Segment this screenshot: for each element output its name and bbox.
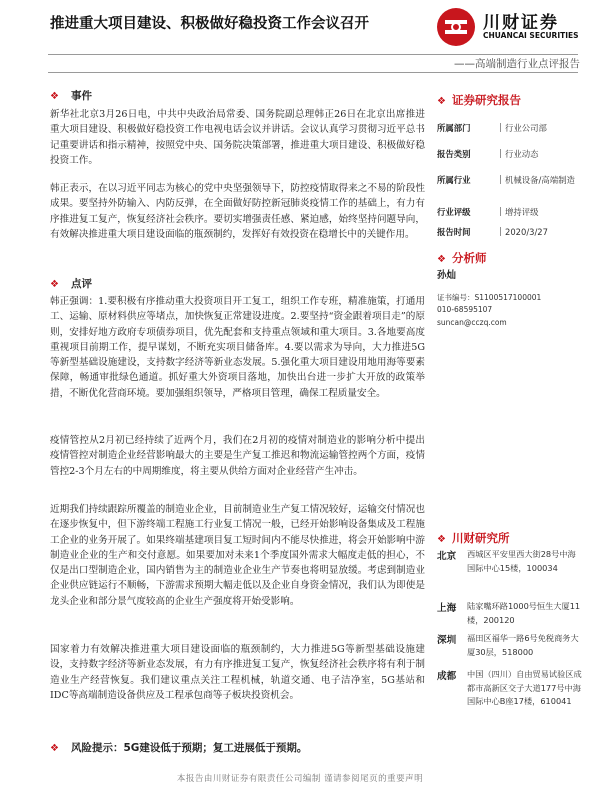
report-subtitle: ——高端制造行业点评报告 bbox=[454, 58, 580, 70]
comment-paragraph-3: 近期我们持续跟踪所覆盖的制造业企业，目前制造业生产复工情况较好，运输交付情况也在逐步恢复中，但下游终端工程施工行业复工情况一般，已经开始影响设备集成及工程施工企业的业务开展了。如果终端基建项目复工短时间内不能尽快推进，将会开始影响中游制造业企业的生产和交付意愿。如果要加对未来1个季度国外需求大幅度走低的担心，不仅是出口型制造企业，国内销售为主的制造业企业生产节奏也将明显放缓。考虑到制造业企业供应链运行不顺畅，下游需求预期大幅走低以及企业自身资金情况，我们认为即使是龙头企业和部分景气度较高的企业生产强度将开始受影响。 bbox=[50, 504, 425, 607]
diamond-bullet-icon: ❖ bbox=[437, 96, 446, 107]
info-row-date: 报告时间 | 2020/3/27 bbox=[437, 226, 548, 237]
comment-paragraph-4: 国家着力有效解决推进重大项目建设面临的瓶颈制约，大力推进5G等新型基础设施建设，支持数字经济等新业态发展，有力有序推进复工复产，恢复经济社会秩序将有利于制造业生产经营恢复。我们建议重点关注工程机械，轨道交通、电子洁净室，5G基站和IDC等高端制造设备供应及工程承包商等子板块投资机会。 bbox=[50, 644, 425, 701]
risk-label: 风险提示： bbox=[70, 742, 124, 754]
header-divider-top bbox=[48, 54, 578, 55]
event-heading: ❖ 事件 bbox=[50, 90, 92, 102]
comment-paragraph-2: 疫情管控从2月初已经持续了近两个月，我们在2月初的疫情对制造业的影响分析中提出疫情管控对制造企业经营影响最大的主要是生产复工推迟和物流运输管控两个方面，疫情管控2-3个月左右的中周期维度，将主要从供给方面对企业经营产生冲击。 bbox=[50, 435, 425, 477]
analyst-cert: 证书编号：S1100517100001 bbox=[437, 293, 542, 302]
institute-heading: ❖ 川财研究所 bbox=[437, 531, 510, 545]
analyst-phone: 010-68595107 bbox=[437, 305, 493, 314]
page-footer: 本报告由川财证券有限责任公司编制 谨请参阅尾页的重要声明 bbox=[176, 774, 424, 784]
diamond-bullet-icon: ❖ bbox=[50, 279, 59, 290]
diamond-bullet-icon: ❖ bbox=[437, 534, 446, 545]
event-paragraph-2: 韩正表示，在以习近平同志为核心的党中央坚强领导下，防控疫情取得来之不易的阶段性成果。要坚持外防输入、内防反弹，在全面做好防控新冠肺炎疫情工作的基础上，有力有序推进复工复产，恢复经济社会秩序。要切实增强责任感、紧迫感，始终坚持问题导向，有效解决推进重大项目建设面临的瓶颈制约，发挥好有效投资在稳增长中的关键作用。 bbox=[50, 183, 425, 240]
report-title: 推进重大项目建设、积极做好稳投资工作会议召开 bbox=[50, 16, 369, 32]
diamond-bullet-icon: ❖ bbox=[50, 743, 59, 754]
logo-icon bbox=[437, 8, 475, 46]
event-paragraph-1: 新华社北京3月26日电，中共中央政治局常委、国务院副总理韩正26日在北京出席推进重大项目建设、积极做好稳投资工作电视电话会议并讲话。会议认真学习贯彻习近平总书记重要讲话和指示精神，按照党中央、国务院决策部署，推进重大项目建设、积极做好稳投资工作。 bbox=[50, 109, 425, 166]
comment-paragraph-1: 韩正强调：1.要积极有序推动重大投资项目开工复工，组织工作专班，精准施策，打通用工、运输、原材料供应等堵点，加快恢复正常建设进度。2.要坚持“资金跟着项目走”的原则，安排好地方政府专项债券项目，优先配套和支持重点领域和重大项目。3.各地要高度重视项目前期工作，提早谋划，不断充实项目储备库。4.要以需求为导向，大力推进5G等新型基础设施建设，支持数字经济等新业态发展。5.强化重大项目建设用地用海等要素保障，畅通审批绿色通道。抓好重大外资项目落地，加快出台进一步扩大开放的政策举措，不断优化营商环境。要加强组织领导，严格项目管理，确保工程质量安全。 bbox=[50, 296, 425, 399]
logo-chinese-name: 川财证券 bbox=[483, 13, 559, 33]
analyst-heading: ❖ 分析师 bbox=[437, 251, 487, 265]
info-row-category: 报告类别 | 行业动态 bbox=[437, 148, 539, 159]
company-logo bbox=[437, 8, 579, 48]
info-row-rating: 行业评级 | 增持评级 bbox=[437, 206, 539, 217]
analyst-email[interactable]: suncan@cczq.com bbox=[437, 318, 507, 327]
diamond-bullet-icon: ❖ bbox=[50, 91, 59, 102]
risk-notice bbox=[50, 740, 307, 755]
comment-heading: ❖ 点评 bbox=[50, 278, 92, 290]
info-row-industry: 所属行业 | 机械设备/高端制造 bbox=[437, 174, 575, 185]
analyst-name: 孙灿 bbox=[437, 270, 457, 281]
logo-english-name: CHUANCAI SECURITIES bbox=[483, 31, 579, 40]
diamond-bullet-icon: ❖ bbox=[437, 254, 446, 265]
info-row-department: 所属部门 | 行业公司部 bbox=[437, 122, 547, 133]
header-divider-bottom bbox=[48, 72, 578, 73]
report-info-table bbox=[437, 122, 577, 246]
risk-text: 5G建设低于预期；复工进展低于预期。 bbox=[123, 742, 308, 754]
report-type-heading: ❖ 证券研究报告 bbox=[437, 93, 521, 107]
